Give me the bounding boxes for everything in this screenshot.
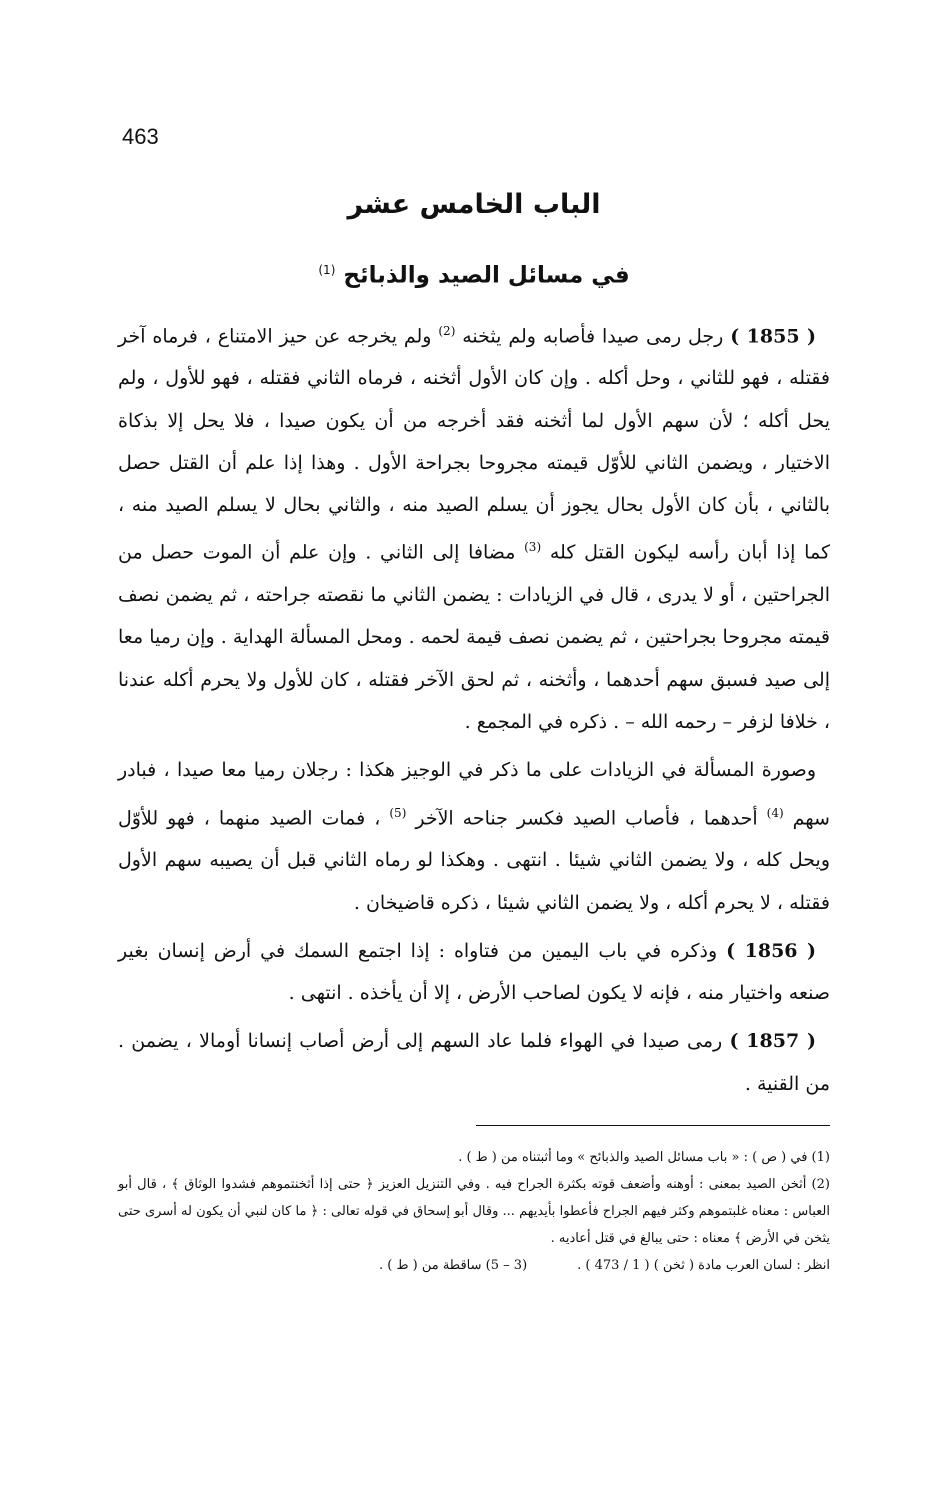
paragraph-text: رمى صيدا في الهواء فلما عاد السهم إلى أرض أصاب إنسانا أومالا ، يضمن . من القنية . bbox=[118, 1030, 830, 1095]
footnote-separator bbox=[476, 1125, 830, 1126]
paragraph-text: وذكره في باب اليمين من فتاواه : إذا اجتمع السمك في أرض إنسان بغير صنعه واختيار منه ، فإنه لا يكون لصاحب الأرض ، إلا أن يأخذه . انتهى . bbox=[118, 939, 830, 1005]
footnote-ref: (5) bbox=[389, 805, 407, 820]
paragraph-text: رجل رمى صيدا فأصابه ولم يثخنه bbox=[455, 324, 731, 347]
footnotes bbox=[118, 1144, 830, 1279]
paragraph-text: وصورة المسألة في الزيادات على ما ذكر في الوجيز هكذا : رجلان رميا معا صيدا ، فبادر سهم bbox=[118, 759, 830, 829]
footnote-ref: (1) bbox=[318, 263, 336, 277]
issue-number: ( 1857 ) bbox=[729, 1030, 816, 1053]
chapter-subtitle-text: في مسائل الصيد والذبائح bbox=[343, 262, 630, 289]
footnote-ref-line bbox=[118, 1252, 830, 1279]
footnote-2: (2) أثخن الصيد بمعنى : أوهنه وأضعف قوته بكثرة الجراح فيه . وفي التنزيل العزيز ﴿ حتى إذا أثخنتموهم فشدوا الوثاق ﴾ ، قال أبو العباس : معناه غلبتموهم وكثر فيهم الجراح فأعطوا بأيديهم ... وقال أبو إسحاق في قوله تعالى : ﴿ ما كان لنبي أن يكون له أسرى حتى يثخن في الأرض ﴾ معناه : حتى يبالغ في قتل أعاديه . bbox=[118, 1176, 830, 1246]
footnote-2-reference: انظر : لسان العرب مادة ( ثخن ) ( 1 / 473 ) . bbox=[577, 1257, 830, 1273]
paragraph bbox=[118, 749, 830, 924]
paragraph-text: مضافا إلى الثاني . وإن علم أن الموت حصل من الجراحتين ، أو لا يدرى ، قال في الزيادات : يضمن الثاني ما نقصته جراحته ، ثم يضمن نصف قيمته مجروحا بجراحتين ، ثم يضمن نصف قيمة لحمه . ومحل المسألة الهداية . وإن رميا معا إلى صيد فسبق سهم أحدهما ، وأثخنه ، ثم لحق الآخر فقتله ، كان للأول ولا يحرم أكله عندنا ، خلافا لزفر – رحمه الله – . ذكره في المجمع . bbox=[118, 541, 830, 733]
chapter-title: الباب الخامس عشر bbox=[347, 189, 601, 220]
page-number: 463 bbox=[122, 124, 159, 149]
footnote-1: (1) في ( ص ) : « باب مسائل الصيد والذبائح » وما أثبتناه من ( ط ) . bbox=[458, 1149, 830, 1165]
chapter-subtitle bbox=[118, 248, 830, 298]
paragraph-text: ، فمات الصيد منهما ، فهو للأوّل ويحل كله ، ولا يضمن الثاني شيئا . انتهى . وهكذا لو رماه الثاني قبل أن يصيبه سهم الأول فقتله ، لا يحرم أكله ، ولا يضمن الثاني شيئا ، ذكره قاضيخان . bbox=[118, 806, 830, 914]
paragraph-text: ولم يخرجه عن حيز الامتناع ، فرماه آخر فقتله ، فهو للثاني ، وحل أكله . وإن كان الأول أثخنه ، فرماه الثاني فقتله ، فهو للأول ، ولم يحل أكله ؛ لأن سهم الأول لما أثخنه فقد أخرجه من أن يكون صيدا ، فلا يحل إلا بذكاة الاختيار ، ويضمن الثاني للأوّل قيمته مجروحا بجراحة الأول . وهذا إذا علم أن القتل حصل بالثاني ، بأن كان الأول بحال يجوز أن يسلم الصيد منه ، والثاني بحال لا يسلم الصيد منه ، كما إذا أبان رأسه ليكون القتل كله bbox=[118, 324, 830, 564]
issue-number: ( 1855 ) bbox=[730, 324, 817, 347]
footnote-ref: (3) bbox=[524, 540, 542, 555]
paragraph-text: أحدهما ، فأصاب الصيد فكسر جناحه الآخر bbox=[406, 806, 767, 829]
body-text bbox=[118, 310, 830, 1105]
paragraph bbox=[118, 1020, 830, 1105]
footnote-3-5: (3 – 5) ساقطة من ( ط ) . bbox=[379, 1257, 528, 1273]
footnote-ref: (4) bbox=[766, 805, 784, 820]
page-content bbox=[118, 180, 830, 1279]
paragraph bbox=[118, 310, 830, 744]
footnote-ref: (2) bbox=[438, 323, 456, 338]
issue-number: ( 1856 ) bbox=[726, 939, 817, 962]
paragraph bbox=[118, 930, 830, 1015]
